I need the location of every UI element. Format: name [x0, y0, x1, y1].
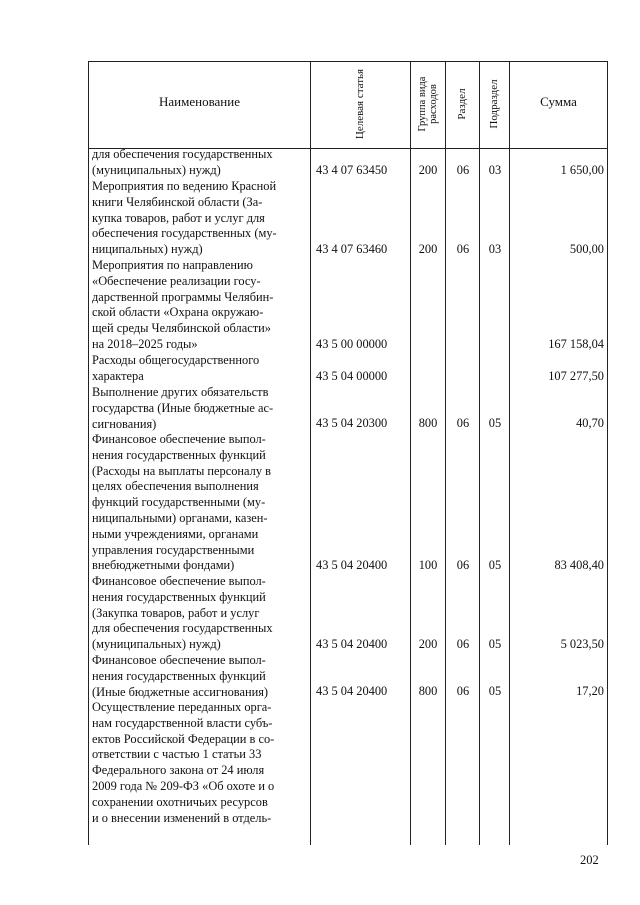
col-divider-group [445, 61, 446, 845]
row-sum: 167 158,04 [548, 337, 604, 351]
row-subsection: 05 [488, 558, 502, 572]
row-section: 06 [456, 637, 470, 651]
col-divider-name [310, 61, 311, 845]
row-section: 06 [456, 416, 470, 430]
row-sum: 5 023,50 [560, 637, 604, 651]
row-name: для обеспечения государственных (муниципальных) нужд) [92, 147, 273, 177]
row-code: 43 5 04 20400 [316, 637, 388, 651]
row-code: 43 5 04 20400 [316, 684, 388, 698]
row-code: 43 5 04 20300 [316, 416, 388, 430]
row-name: Мероприятия по направлению «Обеспечение реализации госу- дарственной программы Челябин- ской области «Охрана окружаю- щей среды Челябинской области» на 2018–2025 годы» [92, 258, 274, 351]
row-group: 800 [418, 684, 438, 698]
row-section: 06 [456, 163, 470, 177]
row-sum: 1 650,00 [560, 163, 604, 177]
row-subsection: 03 [488, 163, 502, 177]
row-code: 43 4 07 63460 [316, 242, 388, 256]
row-code: 43 4 07 63450 [316, 163, 388, 177]
row-sum: 17,20 [576, 684, 604, 698]
table-right-border [607, 61, 608, 845]
row-code: 43 5 00 00000 [316, 337, 388, 351]
row-sum: 83 408,40 [554, 558, 604, 572]
row-subsection: 05 [488, 684, 502, 698]
row-sum: 107 277,50 [548, 369, 604, 383]
row-name: Выполнение других обязательств государства (Иные бюджетные ас- сигнования) [92, 385, 274, 431]
row-sum: 500,00 [569, 242, 604, 256]
row-section: 06 [456, 242, 470, 256]
row-group: 200 [418, 242, 438, 256]
col-divider-section [479, 61, 480, 845]
header-sum: Сумма [540, 94, 577, 109]
header-subsection: Подраздел [487, 79, 500, 129]
row-name: Мероприятия по ведению Красной книги Челябинской области (За- купка товаров, работ и услуг для обеспечения государственных (му- ниципальных) нужд) [92, 179, 277, 257]
header-expense-group: Группа вида расходов [417, 76, 439, 132]
row-group: 100 [418, 558, 438, 572]
row-name: Расходы общегосударственного характера [92, 353, 260, 383]
row-name: Финансовое обеспечение выпол- нения государственных функций (Закупка товаров, работ и услуг для обеспечения государственных (муниципальных) нужд) [92, 574, 273, 652]
row-subsection: 05 [488, 416, 502, 430]
row-group: 200 [418, 637, 438, 651]
row-section: 06 [456, 558, 470, 572]
row-subsection: 05 [488, 637, 502, 651]
row-sum: 40,70 [576, 416, 604, 430]
row-code: 43 5 04 20400 [316, 558, 388, 572]
row-name: Осуществление переданных орга- нам государственной власти субъ- ектов Российской Федерации в со- ответствии с частью 1 статьи 33 Федерального закона от 24 июля 2009 года № 209-ФЗ «Об охоте и о сохранении охотничьих ресурсов и о внесении изменений в отдель- [92, 700, 275, 825]
col-divider-subsection [509, 61, 510, 845]
row-name: Финансовое обеспечение выпол- нения государственных функций (Иные бюджетные ассигнования) [92, 653, 269, 699]
row-code: 43 5 04 00000 [316, 369, 388, 383]
page-number: 202 [580, 853, 599, 867]
row-group: 200 [418, 163, 438, 177]
col-divider-code [410, 61, 411, 845]
row-name: Финансовое обеспечение выпол- нения государственных функций (Расходы на выплаты персоналу в целях обеспечения выполнения функций государственными (му- ниципальными) органами, казен- ными учреждениями, органами управления государственными внебюджетными фондами) [92, 432, 271, 573]
header-name: Наименование [159, 94, 240, 109]
table-left-border [88, 61, 89, 845]
row-section: 06 [456, 684, 470, 698]
header-section: Раздел [455, 88, 468, 120]
header-target-article: Целевая статья [353, 68, 366, 140]
row-group: 800 [418, 416, 438, 430]
row-subsection: 03 [488, 242, 502, 256]
